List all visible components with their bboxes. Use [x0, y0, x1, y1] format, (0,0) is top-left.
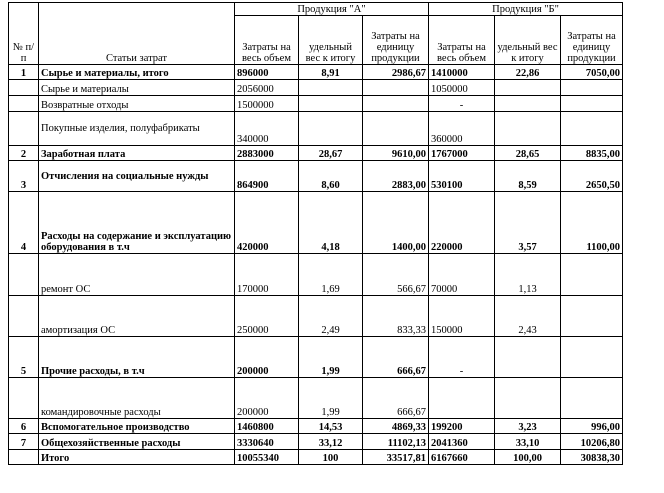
b-unit: 8835,00: [561, 146, 623, 161]
b-total: 530100: [429, 161, 495, 192]
table-row: [9, 96, 623, 112]
cost-item: командировочные расходы: [39, 378, 235, 419]
b-unit: [561, 96, 623, 112]
b-total: 199200: [429, 419, 495, 434]
cost-item: Отчисления на социальные нужды: [39, 161, 235, 192]
a-share: 100: [299, 450, 363, 465]
table-row: [9, 80, 623, 96]
table-row: [9, 337, 623, 378]
header-a-costs-total: Затраты на весь объем: [235, 16, 299, 65]
a-unit: 666,67: [363, 337, 429, 378]
b-unit: [561, 254, 623, 296]
cost-item: Общехозяйственные расходы: [39, 434, 235, 450]
row-number: [9, 96, 39, 112]
row-number: 4: [9, 192, 39, 254]
b-unit: 30838,30: [561, 450, 623, 465]
b-share: 8,59: [495, 161, 561, 192]
b-share: 1,13: [495, 254, 561, 296]
cost-item: ремонт ОС: [39, 254, 235, 296]
a-share: 4,18: [299, 192, 363, 254]
table-row: [9, 296, 623, 337]
a-unit: 33517,81: [363, 450, 429, 465]
b-total: 150000: [429, 296, 495, 337]
a-total: 250000: [235, 296, 299, 337]
b-total: [429, 378, 495, 419]
a-share: [299, 112, 363, 146]
a-unit: [363, 96, 429, 112]
b-share: 3,23: [495, 419, 561, 434]
b-unit: 7050,00: [561, 65, 623, 80]
b-total: 1410000: [429, 65, 495, 80]
b-unit: [561, 296, 623, 337]
b-total: 6167660: [429, 450, 495, 465]
cost-item: Прочие расходы, в т.ч: [39, 337, 235, 378]
cost-item: Сырье и материалы, итого: [39, 65, 235, 80]
a-share: 8,60: [299, 161, 363, 192]
header-product-a: Продукция "А": [235, 3, 429, 16]
b-share: 22,86: [495, 65, 561, 80]
row-number: [9, 80, 39, 96]
table-row: [9, 434, 623, 450]
a-total: 170000: [235, 254, 299, 296]
cost-item: Итого: [39, 450, 235, 465]
b-total: -: [429, 96, 495, 112]
header-b-costs-total: Затраты на весь объем: [429, 16, 495, 65]
table-row: [9, 419, 623, 434]
table-row: [9, 254, 623, 296]
table-row: [9, 112, 623, 146]
a-unit: 666,67: [363, 378, 429, 419]
cost-item: Возвратные отходы: [39, 96, 235, 112]
row-number: [9, 296, 39, 337]
a-unit: 2883,00: [363, 161, 429, 192]
b-unit: 1100,00: [561, 192, 623, 254]
row-number: 3: [9, 161, 39, 192]
b-unit: 10206,80: [561, 434, 623, 450]
row-number: [9, 378, 39, 419]
row-number: 5: [9, 337, 39, 378]
b-share: [495, 96, 561, 112]
a-share: 1,99: [299, 378, 363, 419]
row-number: 1: [9, 65, 39, 80]
b-unit: [561, 378, 623, 419]
cost-items-table: [8, 2, 623, 465]
a-share: 14,53: [299, 419, 363, 434]
a-share: 1,69: [299, 254, 363, 296]
a-total: 10055340: [235, 450, 299, 465]
b-share: 28,65: [495, 146, 561, 161]
b-total: 1050000: [429, 80, 495, 96]
a-share: [299, 96, 363, 112]
b-share: [495, 378, 561, 419]
b-unit: [561, 337, 623, 378]
b-unit: 996,00: [561, 419, 623, 434]
b-share: 100,00: [495, 450, 561, 465]
cost-item: амортизация ОС: [39, 296, 235, 337]
b-total: 220000: [429, 192, 495, 254]
a-unit: [363, 80, 429, 96]
a-unit: 833,33: [363, 296, 429, 337]
a-unit: 4869,33: [363, 419, 429, 434]
a-unit: 1400,00: [363, 192, 429, 254]
row-number: [9, 112, 39, 146]
cost-item: Сырье и материалы: [39, 80, 235, 96]
table-row-total: [9, 450, 623, 465]
a-share: 2,49: [299, 296, 363, 337]
b-share: [495, 337, 561, 378]
a-total: 3330640: [235, 434, 299, 450]
b-total: 1767000: [429, 146, 495, 161]
cost-item: Заработная плата: [39, 146, 235, 161]
b-total: 70000: [429, 254, 495, 296]
cost-item: Расходы на содержание и эксплуатацию оборудования в т.ч: [39, 192, 235, 254]
header-b-share: удельный вес к итогу: [495, 16, 561, 65]
b-total: 360000: [429, 112, 495, 146]
row-number: [9, 254, 39, 296]
a-total: 340000: [235, 112, 299, 146]
table-row: [9, 65, 623, 80]
b-share: [495, 80, 561, 96]
a-share: 33,12: [299, 434, 363, 450]
b-total: -: [429, 337, 495, 378]
a-total: 1500000: [235, 96, 299, 112]
a-unit: 9610,00: [363, 146, 429, 161]
a-unit: [363, 112, 429, 146]
a-unit: 566,67: [363, 254, 429, 296]
b-unit: 2650,50: [561, 161, 623, 192]
a-total: 896000: [235, 65, 299, 80]
row-number: [9, 450, 39, 465]
a-share: 28,67: [299, 146, 363, 161]
row-number: 7: [9, 434, 39, 450]
a-unit: 11102,13: [363, 434, 429, 450]
cost-item: Покупные изделия, полуфабрикаты: [39, 112, 235, 146]
header-b-costs-unit: Затраты на единицу продукции: [561, 16, 623, 65]
b-share: 33,10: [495, 434, 561, 450]
header-a-share: удельный вес к итогу: [299, 16, 363, 65]
b-total: 2041360: [429, 434, 495, 450]
a-share: 1,99: [299, 337, 363, 378]
header-cost-items: Статьи затрат: [39, 3, 235, 65]
a-total: 2056000: [235, 80, 299, 96]
a-total: 2883000: [235, 146, 299, 161]
a-total: 200000: [235, 337, 299, 378]
a-total: 864900: [235, 161, 299, 192]
b-unit: [561, 112, 623, 146]
a-unit: 2986,67: [363, 65, 429, 80]
header-row-number: № п/п: [9, 3, 39, 65]
table-row: [9, 146, 623, 161]
header-a-costs-unit: Затраты на единицу продукции: [363, 16, 429, 65]
a-total: 200000: [235, 378, 299, 419]
row-number: 2: [9, 146, 39, 161]
row-number: 6: [9, 419, 39, 434]
a-total: 420000: [235, 192, 299, 254]
b-share: 2,43: [495, 296, 561, 337]
header-product-b: Продукция "Б": [429, 3, 623, 16]
table-row: [9, 161, 623, 192]
a-total: 1460800: [235, 419, 299, 434]
b-share: [495, 112, 561, 146]
a-share: 8,91: [299, 65, 363, 80]
a-share: [299, 80, 363, 96]
b-unit: [561, 80, 623, 96]
table-row: [9, 192, 623, 254]
cost-item: Вспомогательное производство: [39, 419, 235, 434]
table-row: [9, 378, 623, 419]
b-share: 3,57: [495, 192, 561, 254]
